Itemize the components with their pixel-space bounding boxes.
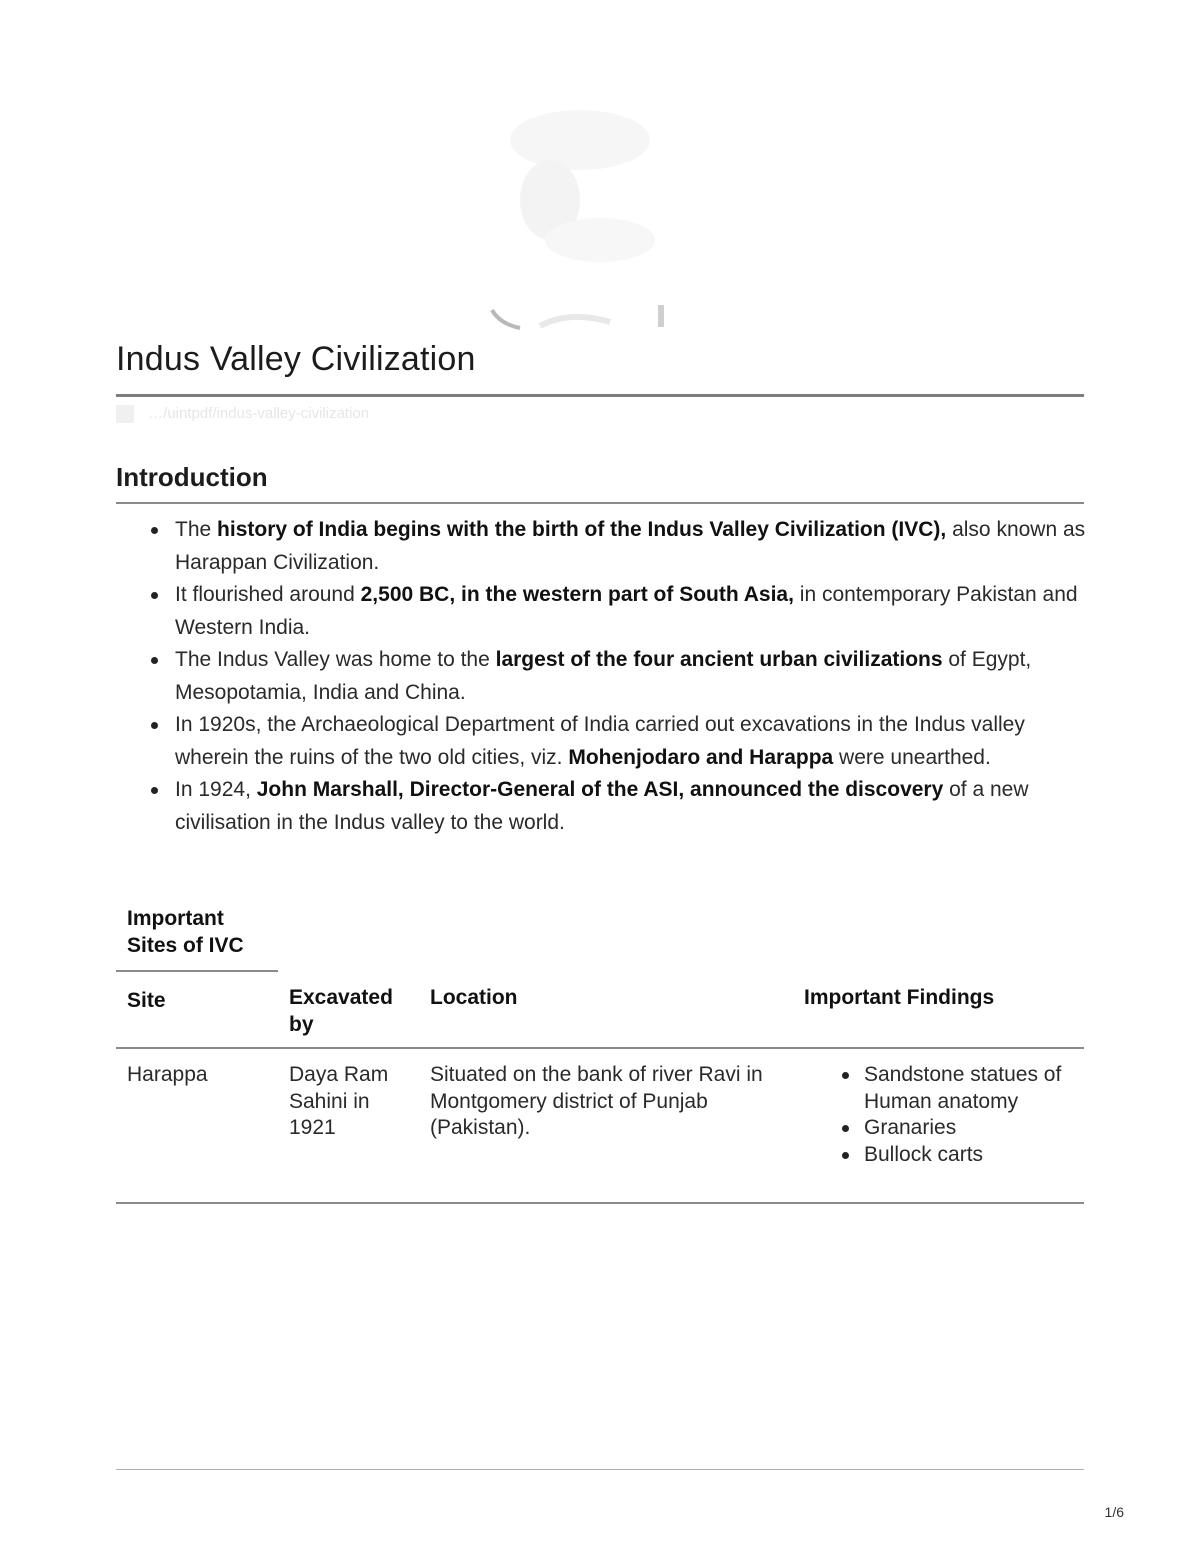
intro-item: The history of India begins with the birth of the Indus Valley Civilization (IVC), also known as Harappan Civilization. [116,514,1086,579]
table-caption: Important Sites of IVC [127,907,244,957]
cell-site: Harappa [127,1063,208,1086]
intro-item: The Indus Valley was home to the largest of the four ancient urban civilizations of Egypt, Mesopotamia, India and China. [116,644,1086,709]
page-title: Indus Valley Civilization [116,340,476,378]
section-divider [116,502,1084,504]
faded-logo [480,100,720,335]
intro-list [116,514,1086,839]
cell-findings [840,1062,1080,1168]
column-header-site: Site [127,989,166,1012]
finding-item: Bullock carts [840,1142,1080,1169]
cell-location: Situated on the bank of river Ravi in Montgomery district of Punjab (Pakistan). [430,1063,763,1139]
section-heading-introduction: Introduction [116,462,268,492]
source-url[interactable] [116,405,369,423]
table-header-divider [116,1047,1084,1049]
intro-item: In 1920s, the Archaeological Department of India carried out excavations in the Indus valley wherein the ruins of the two old cities, viz. Mohenjodaro and Harappa were unearthed. [116,709,1086,774]
table-bottom-divider [116,1202,1084,1204]
column-header-location: Location [430,986,518,1009]
link-icon [116,405,134,423]
page-number: 1/6 [1104,1504,1124,1520]
source-url-text: …/uintpdf/indus-valley-civilization [148,405,370,422]
intro-item: In 1924, John Marshall, Director-General of the ASI, announced the discovery of a new civilisation in the Indus valley to the world. [116,774,1086,839]
column-header-excavated-by: Excavated by [289,986,393,1036]
finding-item: Granaries [840,1115,1080,1142]
finding-item: Sandstone statues of Human anatomy [840,1062,1080,1115]
footer-divider [116,1469,1084,1470]
intro-item: It flourished around 2,500 BC, in the western part of South Asia, in contemporary Pakistan and Western India. [116,579,1086,644]
title-divider [116,394,1084,397]
caption-divider [116,970,278,972]
column-header-findings: Important Findings [804,986,995,1009]
cell-excavated-by: Daya Ram Sahini in 1921 [289,1063,389,1139]
